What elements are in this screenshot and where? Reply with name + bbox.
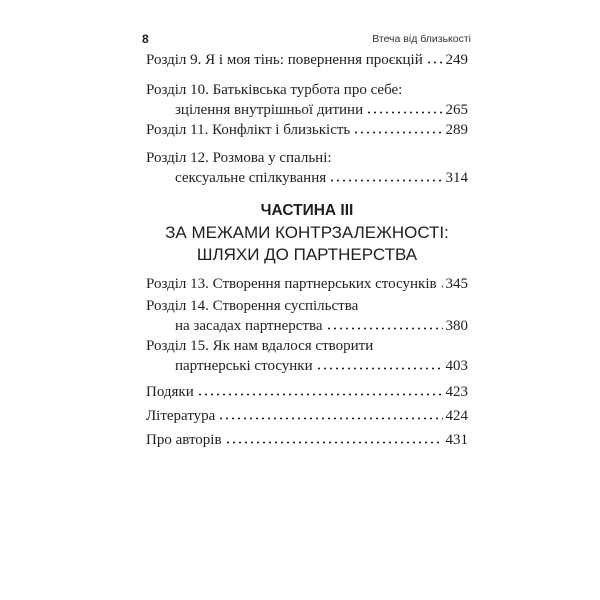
running-title: Втеча від близькості (372, 33, 471, 45)
toc-entry-text: Розділ 10. Батьківська турбота про себе: (146, 82, 403, 98)
dot-leader (353, 121, 442, 134)
toc-entry-title-cont (146, 100, 468, 120)
toc-entry (146, 336, 468, 376)
toc-entry-title-cont (146, 316, 468, 336)
toc-entry-title (146, 336, 468, 356)
dot-leader (329, 169, 442, 182)
toc-entry-title (146, 406, 468, 426)
toc-entry-title (146, 120, 468, 140)
toc-entry-text: Подяки (146, 384, 194, 400)
dot-leader (197, 383, 443, 396)
toc-entry-text: Література (146, 408, 216, 424)
toc-page-number: 314 (445, 170, 468, 186)
toc-entry-text: Розділ 11. Конфлікт і близькість (146, 122, 351, 138)
toc-entry-text: зцілення внутрішньої дитини (175, 102, 364, 118)
toc-entry-title (146, 148, 468, 168)
dot-leader (225, 431, 443, 444)
toc-entry (146, 406, 468, 426)
toc-entry-text: Розділ 14. Створення суспільства (146, 298, 359, 314)
toc-entry-title (146, 80, 468, 100)
toc-entry (146, 274, 468, 294)
toc-page-number: 380 (445, 318, 468, 334)
part-label: ЧАСТИНА III (260, 202, 354, 219)
toc-entry-title-cont (146, 168, 468, 188)
toc-entry-text: Про авторів (146, 432, 222, 448)
toc-entry-title (146, 50, 468, 70)
toc-page-number: 249 (445, 52, 468, 68)
part-title-line-2: ШЛЯХИ ДО ПАРТНЕРСТВА (196, 245, 418, 264)
part-title-line-1: ЗА МЕЖАМИ КОНТРЗАЛЕЖНОСТІ: (165, 223, 449, 242)
dot-leader (218, 407, 442, 420)
dot-leader (440, 275, 443, 288)
toc-entry (146, 50, 468, 70)
part-heading (130, 200, 484, 266)
toc-entry-title (146, 382, 468, 402)
toc-page-number: 345 (445, 276, 468, 292)
toc-entry-text: Розділ 15. Як нам вдалося створити (146, 338, 374, 354)
toc-entry (146, 80, 468, 120)
toc-page-number: 403 (445, 358, 468, 374)
dot-leader (316, 357, 443, 370)
toc-entry (146, 296, 468, 336)
toc-entry-text: сексуальне спілкування (175, 170, 327, 186)
toc-page-number: 423 (445, 384, 468, 400)
page-number: 8 (142, 32, 149, 46)
toc-entry-title-cont (146, 356, 468, 376)
dot-leader (426, 51, 443, 64)
toc-entry-title (146, 296, 468, 316)
toc-entry-text: Розділ 12. Розмова у спальні: (146, 150, 332, 166)
toc-entry-title (146, 274, 468, 294)
toc-entry (146, 382, 468, 402)
toc-page-number: 431 (445, 432, 468, 448)
dot-leader (326, 317, 443, 330)
toc-entry-text: Розділ 9. Я і моя тінь: повернення проєкцій (146, 52, 423, 68)
toc-entry-title (146, 430, 468, 450)
toc-page-number: 289 (445, 122, 468, 138)
toc-entry-text: партнерські стосунки (175, 358, 313, 374)
toc-page-number: 265 (445, 102, 468, 118)
toc-entry (146, 430, 468, 450)
dot-leader (366, 101, 442, 114)
toc-entry (146, 120, 468, 140)
toc-page-number: 424 (445, 408, 468, 424)
toc-entry-text: на засадах партнерства (175, 318, 323, 334)
toc-entry (146, 148, 468, 188)
toc-entry-text: Розділ 13. Створення партнерських стосунків (146, 276, 437, 292)
